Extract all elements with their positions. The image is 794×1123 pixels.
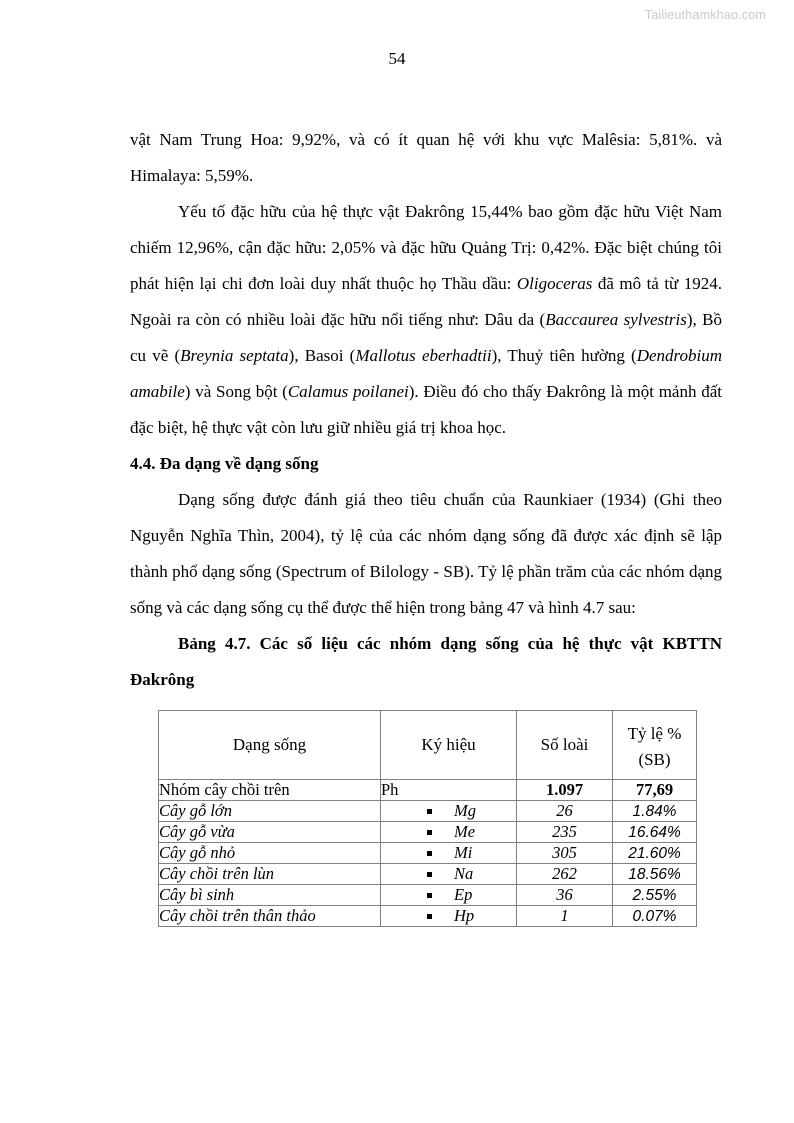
table-row — [159, 843, 697, 864]
cell-species-count — [517, 801, 613, 822]
header-ratio-line1: Tỷ lệ % — [627, 724, 682, 743]
paragraph-2-part-e: ), Thuỷ tiên hường ( — [491, 346, 637, 365]
symbol-wrapper — [381, 822, 516, 842]
symbol-wrapper — [381, 801, 516, 821]
cell-life-form: Cây chồi trên lùn — [159, 864, 381, 885]
bullet-square-icon — [427, 872, 432, 877]
bullet-square-icon — [427, 914, 432, 919]
cell-symbol — [381, 906, 517, 927]
species-count-value: 1.097 — [545, 780, 584, 799]
section-heading-4-4: 4.4. Đa dạng về dạng sống — [130, 454, 319, 473]
paragraph-2-part-g: ). Điều đó cho thấy Đakrông là một mảnh đất đặc biệt, hệ thực vật còn lưu giữ nhiều giá trị khoa học. — [130, 382, 722, 437]
symbol-text: Mg — [454, 801, 476, 820]
paragraph-3-text: Dạng sống được đánh giá theo tiêu chuẩn của Raunkiaer (1934) (Ghi theo Nguyễn Nghĩa Thìn, 2004), tỷ lệ của các nhóm dạng sống đã được xác định sẽ lập thành phổ dạng sống (Spectrum of Bilology - SB). Tỷ lệ phần trăm của các nhóm dạng sống và các dạng sống cụ thể được thể hiện trong bảng 47 và hình 4.7 sau: — [130, 490, 722, 617]
species-dendrobium-amabile: Dendrobium amabile — [130, 346, 723, 401]
table-head — [159, 711, 697, 780]
paragraph-2-part-c: ), Bồ cu vẽ ( — [130, 310, 723, 365]
symbol-text: Ep — [454, 885, 473, 904]
bullet-square-icon — [427, 893, 432, 898]
paragraph-2 — [130, 194, 722, 446]
species-breynia-septata: Breynia septata — [180, 346, 289, 365]
cell-ratio — [613, 885, 697, 906]
cell-symbol — [381, 780, 517, 801]
symbol-wrapper — [381, 843, 516, 863]
species-calamus-poilanei: Calamus poilanei — [287, 382, 409, 401]
cell-species-count — [517, 780, 613, 801]
page-number: 54 — [388, 49, 406, 68]
symbol-text: Mi — [454, 843, 473, 862]
header-ratio-line2: (SB) — [638, 750, 671, 769]
cell-symbol — [381, 822, 517, 843]
species-mallotus-eberhadtii: Mallotus eberhadtii — [355, 346, 492, 365]
bullet-square-icon — [427, 851, 432, 856]
symbol-text: Ph — [381, 780, 399, 799]
table-row — [159, 780, 697, 801]
paragraph-1-text: vật Nam Trung Hoa: 9,92%, và có ít quan hệ với khu vực Malêsia: 5,81%. và Himalaya: 5,59%. — [130, 130, 722, 185]
species-count-value: 1 — [560, 906, 569, 925]
cell-life-form: Cây gỗ vừa — [159, 822, 381, 843]
symbol-wrapper — [381, 885, 516, 905]
ratio-value: 0.07% — [632, 908, 677, 925]
symbol-text: Na — [454, 864, 474, 883]
ratio-value: 16.64% — [628, 824, 681, 841]
table-body — [159, 780, 697, 927]
paragraph-2-part-b: đã mô tả từ 1924. Ngoài ra còn có nhiều loài đặc hữu nổi tiếng như: Dâu da ( — [130, 274, 722, 329]
cell-ratio — [613, 864, 697, 885]
cell-life-form: Cây chồi trên thân thảo — [159, 906, 381, 927]
table-header-row — [159, 711, 697, 780]
cell-ratio — [613, 822, 697, 843]
species-count-value: 36 — [556, 885, 573, 904]
symbol-text: Me — [454, 822, 476, 841]
ratio-value: 21.60% — [628, 845, 681, 862]
cell-life-form: Cây bì sinh — [159, 885, 381, 906]
table-row — [159, 864, 697, 885]
ratio-value: 2.55% — [632, 887, 677, 904]
bullet-square-icon — [427, 809, 432, 814]
species-count-value: 26 — [556, 801, 573, 820]
header-ratio — [613, 711, 697, 780]
cell-species-count — [517, 822, 613, 843]
cell-species-count — [517, 864, 613, 885]
cell-species-count — [517, 843, 613, 864]
species-count-value: 305 — [552, 843, 577, 862]
paragraph-2-part-f: ) và Song bột ( — [184, 382, 288, 401]
life-form-table — [158, 710, 697, 927]
watermark-text: Tailieuthamkhao.com — [644, 8, 766, 22]
page-content — [130, 122, 722, 927]
paragraph-2-part-a: Yếu tố đặc hữu của hệ thực vật Đakrông 15,44% bao gồm đặc hữu Việt Nam chiếm 12,96%, cận đặc hữu: 2,05% và đặc hữu Quảng Trị: 0,42%. Đặc biệt chúng tôi phát hiện lại chi đơn loài duy nhất thuộc họ Thầu dầu: — [130, 202, 722, 293]
table-row — [159, 801, 697, 822]
species-count-value: 235 — [552, 822, 577, 841]
ratio-value: 77,69 — [635, 780, 674, 799]
species-count-value: 262 — [552, 864, 577, 883]
cell-species-count — [517, 906, 613, 927]
paragraph-1 — [130, 122, 722, 194]
paragraph-3 — [130, 482, 722, 626]
symbol-wrapper — [381, 906, 516, 926]
cell-symbol — [381, 885, 517, 906]
cell-ratio — [613, 780, 697, 801]
symbol-wrapper — [381, 864, 516, 884]
cell-species-count — [517, 885, 613, 906]
cell-ratio — [613, 843, 697, 864]
bullet-square-icon — [427, 830, 432, 835]
table-caption: Bảng 4.7. Các số liệu các nhóm dạng sống của hệ thực vật KBTTN Đakrông — [130, 634, 722, 689]
header-form: Dạng sống — [159, 711, 381, 780]
header-count: Số loài — [517, 711, 613, 780]
ratio-value: 1.84% — [632, 803, 677, 820]
symbol-text: Hp — [454, 906, 475, 925]
table-row — [159, 906, 697, 927]
cell-life-form: Cây gỗ lớn — [159, 801, 381, 822]
cell-symbol — [381, 843, 517, 864]
species-baccaurea-sylvestris: Baccaurea sylvestris — [545, 310, 687, 329]
header-symbol: Ký hiệu — [381, 711, 517, 780]
species-oligoceras: Oligoceras — [516, 274, 593, 293]
cell-ratio — [613, 906, 697, 927]
table-row — [159, 885, 697, 906]
cell-life-form: Nhóm cây chồi trên — [159, 780, 381, 801]
table-row — [159, 822, 697, 843]
ratio-value: 18.56% — [628, 866, 681, 883]
cell-symbol — [381, 801, 517, 822]
cell-ratio — [613, 801, 697, 822]
table-container — [130, 710, 722, 927]
cell-symbol — [381, 864, 517, 885]
paragraph-2-part-d: ), Basoi ( — [288, 346, 356, 365]
cell-life-form: Cây gỗ nhỏ — [159, 843, 381, 864]
